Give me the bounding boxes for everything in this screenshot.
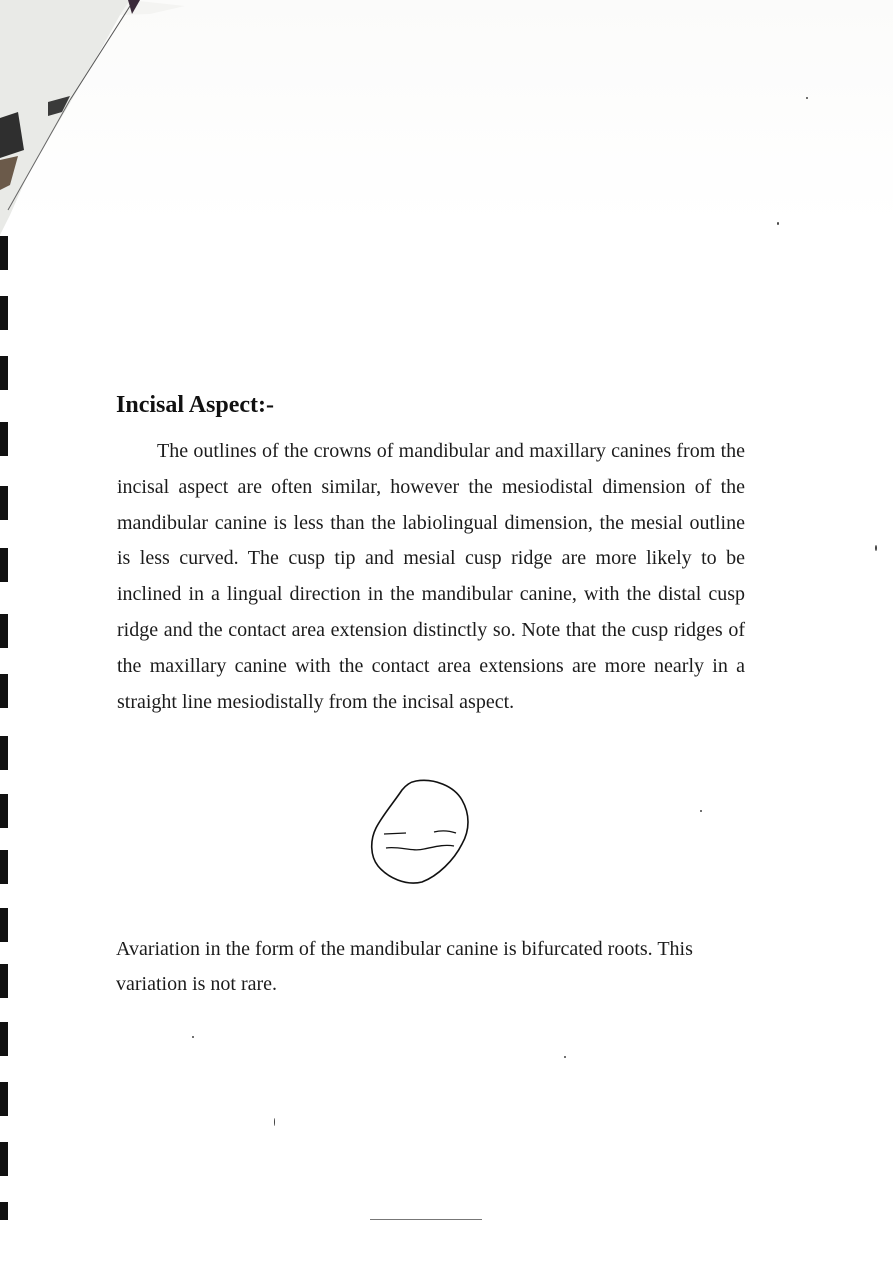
binding-hole xyxy=(0,356,8,390)
footer-rule xyxy=(370,1219,482,1220)
binding-hole xyxy=(0,548,8,582)
binding-hole xyxy=(0,614,8,648)
binding-hole xyxy=(0,736,8,770)
binding-hole xyxy=(0,1082,8,1116)
binding-hole xyxy=(0,850,8,884)
binding-hole xyxy=(0,1022,8,1056)
binding-hole xyxy=(0,296,8,330)
scan-speck xyxy=(564,1056,566,1058)
variation-note: Avariation in the form of the mandibular canine is bifurcated roots. This variation is not rare. xyxy=(116,938,693,995)
body-paragraph: The outlines of the crowns of mandibular and maxillary canines from the incisal aspect are often similar, however the mesiodistal dimension of the mandibular canine is less than the labiolingual dimension, the mesial outline is less curved. The cusp tip and mesial cusp ridge are more likely to be inclined in a lingual direction in the mandibular canine, with the distal cusp ridge and the contact area extension distinctly so. Note that the cusp ridges of the maxillary canine with the contact area extensions are more nearly in a straight line mesiodistally from the incisal aspect. xyxy=(117,440,745,713)
canine-incisal-outline-drawing xyxy=(366,776,478,888)
binding-hole xyxy=(0,964,8,998)
binding-holes xyxy=(0,230,14,1230)
binding-hole xyxy=(0,486,8,520)
scan-speck xyxy=(274,1118,275,1126)
binding-hole xyxy=(0,1202,8,1220)
scan-speck xyxy=(777,222,779,225)
binding-hole xyxy=(0,674,8,708)
binding-hole xyxy=(0,908,8,942)
binding-hole xyxy=(0,794,8,828)
scan-speck xyxy=(700,810,702,812)
scan-speck xyxy=(192,1036,194,1038)
scan-speck xyxy=(875,545,877,551)
binding-hole xyxy=(0,1142,8,1176)
binding-hole xyxy=(0,422,8,456)
binding-hole xyxy=(0,236,8,270)
scan-speck xyxy=(806,97,808,99)
folded-corner xyxy=(0,0,200,240)
section-heading: Incisal Aspect:- xyxy=(116,392,274,418)
